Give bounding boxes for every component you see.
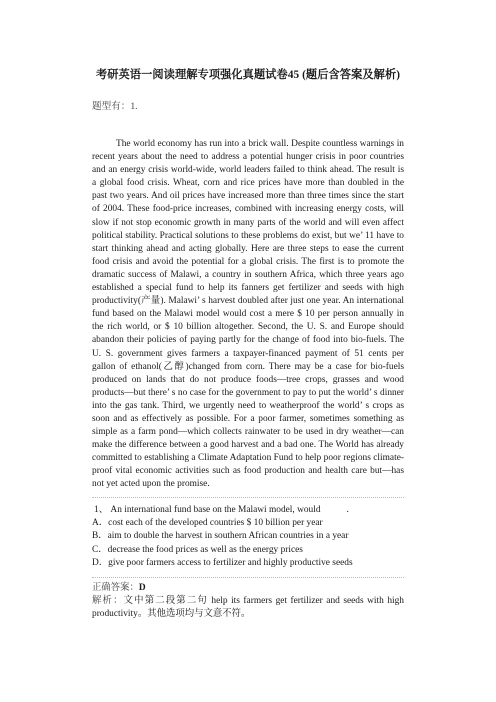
answer-label: 正确答案： (92, 583, 139, 593)
option-text: decrease the food prices as well as the energy prices (107, 544, 303, 555)
document-title: 考研英语一阅读理解专项强化真题试卷45 (题后含答案及解析) (95, 69, 401, 81)
option-text: aim to double the harvest in southern African countries in a year (107, 531, 349, 542)
question-type: 题型有：1. (92, 101, 138, 112)
explanation (92, 595, 404, 621)
divider (92, 497, 404, 498)
question-number: 1、 (94, 505, 109, 515)
option-b[interactable] (92, 530, 404, 543)
question-block (92, 504, 404, 570)
option-letter: D． (92, 557, 109, 568)
reading-passage: The world economy has run into a brick wall. Despite countless warnings in recent years about the need to address a potential hunger crisis in poor countries and an energy crisis world-wide, world leaders failed to think ahead. The result is a global food crisis. Wheat, corn and rice prices have more than doubled in the past two years. And oil prices have increased more than three times since the start of 2004. These food-price increases, combined with increasing energy costs, will slow if not stop economic growth in many parts of the world and will even affect political stability. Practical solutions to these problems do exist, but we’ 11 have to start thinking ahead and acting globally. Here are three steps to ease the current food crisis and avoid the potential for a global crisis. The first is to promote the dramatic success of Malawi, a country in southern Africa, which three years ago established a special fund to help its fanners get fertilizer and seeds with high productivity(产量). Malawi’ s harvest doubled after just one year. An international fund based on the Malawi model would cost a mere $ 10 per person annually in the rich world, or $ 10 billion altogether. Second, the U. S. and Europe should abandon their policies of paying partly for the change of food into bio-fuels. The U. S. government gives farmers a taxpayer-financed payment of 51 cents per gallon of ethanol(乙醇)changed from corn. There may be a case for bio-fuels produced on lands that do not produce foods—tree crops, grasses and wood products—but there’ s no case for the government to pay to put the world’ s dinner into the gas tank. Third, we urgently need to weatherproof the world’ s crops as soon and as effectively as possible. For a poor farmer, sometimes something as simple as a farm pond—which collects rainwater to be used in dry weather—can make the difference between a good harvest and a bad one. The World has already committed to establishing a Climate Adaptation Fund to help poor regions climate-proof vital economic activities such as food production and health care but—has not yet acted upon the promise. (92, 139, 404, 490)
answer-value: D (138, 583, 146, 593)
answer-block (92, 582, 404, 622)
option-letter: A． (92, 518, 109, 529)
option-d[interactable] (92, 557, 404, 570)
option-text: give poor farmers access to fertilizer and highly productive seeds (108, 557, 353, 568)
explanation-label: 解析： (92, 596, 124, 607)
option-c[interactable] (92, 544, 404, 557)
divider (92, 577, 404, 578)
option-a[interactable] (92, 517, 404, 530)
question-text: An international fund base on the Malawi model, would (110, 505, 321, 515)
explanation-text: 文中第二段第二句 help its farmers get fertilizer and seeds with high productivity。其他选项均与文意不符。 (92, 596, 404, 620)
question-stem: 1、 An international fund base on the Malawi model, would . (94, 505, 349, 515)
option-text: cost each of the developed countries $ 10 billion per year (108, 518, 323, 529)
option-letter: C． (92, 544, 108, 555)
option-letter: B． (92, 531, 108, 542)
correct-answer (92, 582, 404, 595)
